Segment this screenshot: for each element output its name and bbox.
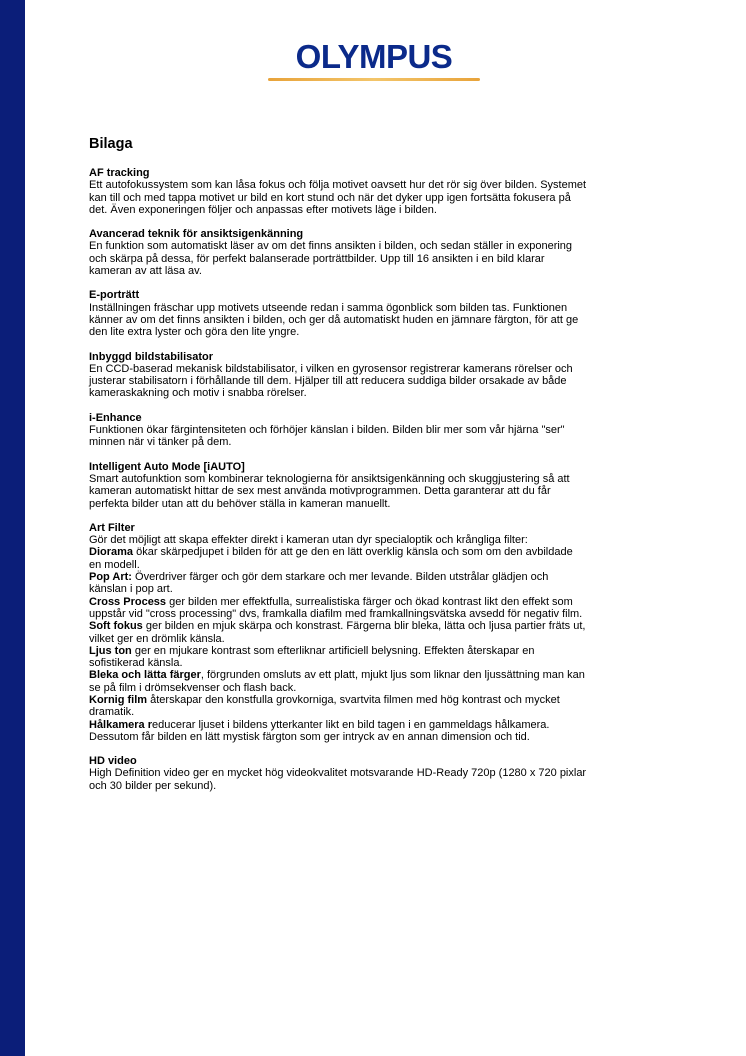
filter-term: Soft fokus <box>89 620 143 633</box>
filter-description: ger bilden en mjuk skärpa och konstrast. Färgerna blir bleka, lätta och ljusa partier fräts ut, <box>142 620 586 633</box>
text-line: En CCD-baserad mekanisk bildstabilisator, i vilken en gyrosensor registrerar kamerans rörelser och <box>89 362 573 375</box>
filter-description: ger en mjukare kontrast som efterliknar artificiell belysning. Effekten återskapar en <box>131 644 535 657</box>
text-line: det. Även exponeringen följer och anpassas efter motivets läge i bilden. <box>89 203 437 216</box>
art-filter-item <box>89 571 669 596</box>
text-line: och skärpa på dessa, för perfekt balanserade porträttbilder. Upp till 16 ansikten i en bild klarar <box>89 252 545 265</box>
text-line: dramatik. <box>89 706 135 719</box>
section-heading: Inbyggd bildstabilisator <box>89 350 214 363</box>
filter-term: Bleka och lätta färger <box>89 669 201 682</box>
text-line: justerar stabilisatorn i förhållande till dem. Hjälper till att reducera suddiga bilder orsakade av både <box>89 375 567 388</box>
filter-term: Kornig film <box>89 693 148 706</box>
filter-term: Pop Art: <box>89 571 132 584</box>
filter-description: ger bilden mer effektfulla, surrealistiska färger och ökad kontrast likt den effekt som <box>166 595 573 608</box>
text-line: uppstår vid "cross processing" dvs, framkalla diafilm med framkallningsvätska avsedd för negativ film. <box>89 607 583 620</box>
text-line: High Definition video ger en mycket hög videokvalitet motsvarande HD-Ready 720p (1280 x 720 pixlar <box>89 767 587 780</box>
document-body <box>89 136 669 804</box>
text-line: den lite extra lyster och göra den lite yngre. <box>89 326 300 339</box>
text-line: kameran av att läsa av. <box>89 265 202 278</box>
text-line: se på film i drömsekvenser och flash back. <box>89 681 297 694</box>
filter-description: ökar skärpedjupet i bilden för att ge den en lätt overklig känsla och som om den avbildade <box>133 546 573 559</box>
section-heading: HD video <box>89 755 137 768</box>
section-i-enhance <box>89 412 669 449</box>
text-line: Inställningen fräschar upp motivets utseende redan i samma ögonblick som bilden tas. Funktionen <box>89 301 568 314</box>
art-filter-item <box>89 694 669 719</box>
text-line: och 30 bilder per sekund). <box>89 779 217 792</box>
art-filter-item <box>89 596 669 621</box>
filter-description: Överdriver färger och gör dem starkare och mer levande. Bilden utstrålar glädjen och <box>131 571 549 584</box>
text-line: Gör det möjligt att skapa effekter direkt i kameran utan dyr specialoptik och krångliga filter: <box>89 534 528 547</box>
filter-term: Hålkamera r <box>89 718 152 731</box>
art-filter-item <box>89 669 669 694</box>
art-filter-item <box>89 645 669 670</box>
section-hd-video <box>89 755 669 792</box>
section-af-tracking <box>89 167 669 216</box>
section-heading: E-porträtt <box>89 289 140 302</box>
page-title: Bilaga <box>89 136 133 152</box>
filter-description: återskapar den konstfulla grovkorniga, svartvita filmen med hög kontrast och mycket <box>147 693 560 706</box>
art-filter-item <box>89 620 669 645</box>
art-filter-item <box>89 546 669 571</box>
text-line: kameran automatiskt hittar de sex mest använda motivprogrammen. Detta garanterar att du får <box>89 485 551 498</box>
section-e-portrait <box>89 289 669 338</box>
text-line: en modell. <box>89 558 140 571</box>
section-face-detection <box>89 228 669 277</box>
section-heading: Art Filter <box>89 521 135 534</box>
section-image-stabilizer <box>89 351 669 400</box>
text-line: känslan i pop art. <box>89 583 173 596</box>
filter-term: Cross Process <box>89 595 167 608</box>
filter-term: Ljus ton <box>89 644 132 657</box>
side-bar <box>0 0 25 1056</box>
section-art-filter <box>89 522 669 743</box>
text-line: känner av om det finns ansikten i bilden, och ger då automatiskt huden en jämnare färgton, för att ge <box>89 313 579 326</box>
text-line: minnen när vi tänker på dem. <box>89 436 232 449</box>
section-heading: AF tracking <box>89 167 150 179</box>
section-heading: i-Enhance <box>89 411 142 424</box>
text-line: perfekta bilder utan att du behöver ställa in kameran manuellt. <box>89 497 391 510</box>
filter-term: Diorama <box>89 546 134 559</box>
text-line: Dessutom får bilden en lätt mystisk färgton som ger intryck av en annan dimension och tid. <box>89 730 530 743</box>
text-line: sofistikerad känsla. <box>89 657 183 670</box>
filter-description: educerar ljuset i bildens ytterkanter likt en bild tagen i en gammeldags hålkamera. <box>152 718 550 731</box>
section-iauto <box>89 461 669 510</box>
text-line: vilket ger en drömlik känsla. <box>89 632 225 645</box>
section-heading: Avancerad teknik för ansiktsigenkänning <box>89 228 304 241</box>
text-line: En funktion som automatiskt läser av om det finns ansikten i bilden, och sedan ställer in exponering <box>89 240 573 253</box>
logo-text: OLYMPUS <box>295 38 453 75</box>
text-line: Ett autofokussystem som kan låsa fokus och följa motivet oavsett hur det rör sig över bilden. Systemet <box>89 179 587 192</box>
olympus-logo <box>266 38 482 86</box>
text-line: Smart autofunktion som kombinerar teknologierna för ansiktsigenkänning och skuggjustering så att <box>89 472 570 485</box>
section-heading: Intelligent Auto Mode [iAUTO] <box>89 460 245 473</box>
text-line: kan till och med tappa motivet ur bild en kort stund och när det dyker upp igen fortsätta fokusera på <box>89 191 571 204</box>
text-line: kameraskakning och motiv i snabba rörelser. <box>89 387 307 400</box>
logo-underline <box>268 78 480 81</box>
art-filter-item <box>89 719 669 744</box>
text-line: Funktionen ökar färgintensiteten och förhöjer känslan i bilden. Bilden blir mer som vår hjärna "ser" <box>89 424 565 437</box>
filter-description: , förgrunden omsluts av ett platt, mjukt ljus som liknar den ljussättning man kan <box>200 669 585 682</box>
